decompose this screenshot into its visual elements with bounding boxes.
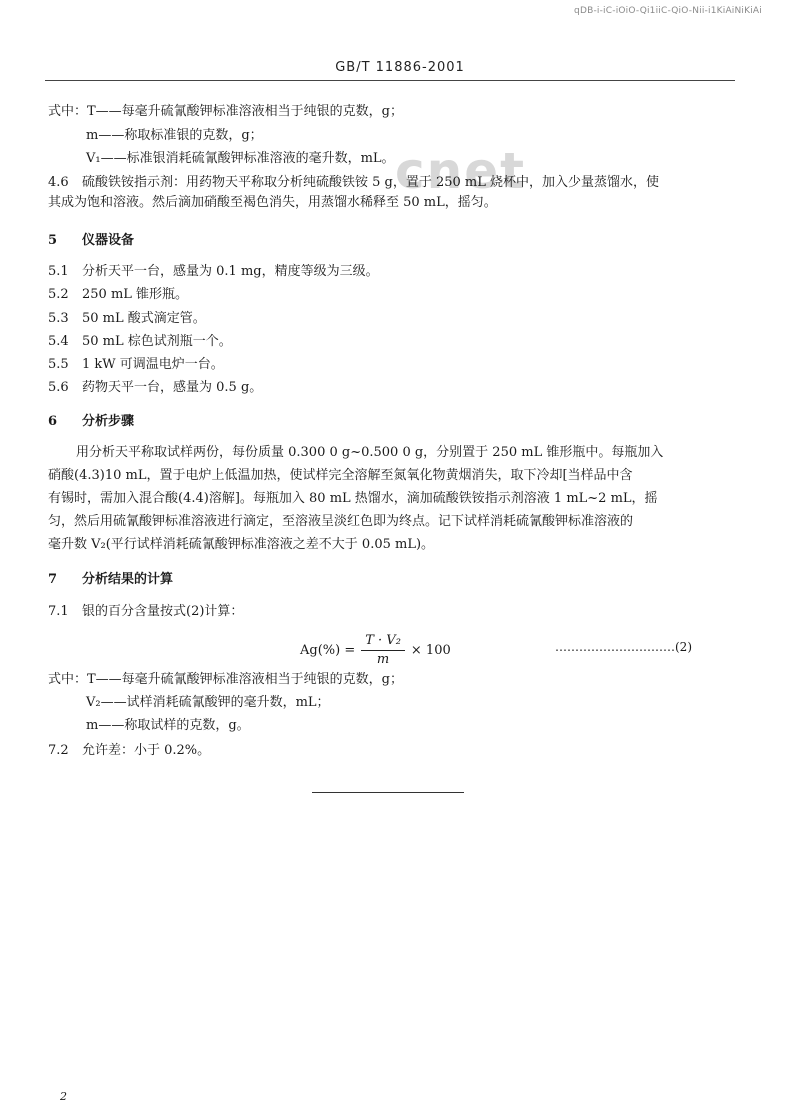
section-title: 仪器设备 xyxy=(82,233,135,248)
where-v1-line: V₁——标准银消耗硫氰酸钾标准溶液的毫升数，mL。 xyxy=(86,151,395,166)
procedure-line-5: 毫升数 V₂(平行试样消耗硫氰酸钾标准溶液之差不大于 0.05 mL)。 xyxy=(48,537,435,552)
procedure-line-3: 有锡时，需加入混合酸(4.4)溶解]。每瓶加入 80 mL 热馏水，滴加硫酸铁铵指示剂溶液 1 mL~2 mL，摇 xyxy=(48,491,658,506)
clause-text: 50 mL 酸式滴定管。 xyxy=(82,311,206,326)
equation-number: …………………………(2) xyxy=(555,640,692,654)
standard-number-header: GB/T 11886-2001 xyxy=(335,60,465,75)
clause-4-6 xyxy=(48,175,659,191)
clause-5-2 xyxy=(48,287,188,303)
where-t-line-2: 式中：T——每毫升硫氰酸钾标准溶液相当于纯银的克数，g； xyxy=(48,672,403,687)
section-number: 5 xyxy=(48,233,58,248)
clause-number: 4.6 xyxy=(48,175,69,190)
section-7-heading xyxy=(48,572,173,588)
clause-text: 250 mL 锥形瓶。 xyxy=(82,287,189,302)
formula-lhs: Ag(%) = xyxy=(300,642,356,658)
formula-numerator: T · V₂ xyxy=(361,633,405,651)
document-code: qDB-i-iC-iOiO-Qi1iiC-QiO-Nii-i1KiAiNiKiAi xyxy=(574,6,762,16)
clause-text: 50 mL 棕色试剂瓶一个。 xyxy=(82,334,232,349)
section-number: 7 xyxy=(48,572,58,587)
section-number: 6 xyxy=(48,414,58,429)
clause-number: 5.5 xyxy=(48,357,69,372)
where-m-line: m——称取标准银的克数，g； xyxy=(86,128,263,143)
clause-number: 5.1 xyxy=(48,264,69,279)
procedure-line-2: 硝酸(4.3)10 mL，置于电炉上低温加热，使试样完全溶解至氮氧化物黄烟消失，取下冷却[当样品中含 xyxy=(48,468,633,483)
clause-7-1 xyxy=(48,604,243,620)
clause-text: 硫酸铁铵指示剂：用药物天平称取分析纯硫酸铁铵 5 g，置于 250 mL 烧杯中，加入少量蒸馏水，使 xyxy=(82,175,660,190)
section-5-heading xyxy=(48,233,134,249)
formula-denominator: m xyxy=(376,652,390,667)
clause-4-6-cont: 其成为饱和溶液。然后滴加硝酸至褐色消失，用蒸馏水稀释至 50 mL，摇匀。 xyxy=(48,195,497,210)
clause-number: 7.2 xyxy=(48,743,69,758)
section-title: 分析结果的计算 xyxy=(82,572,174,587)
clause-number: 5.2 xyxy=(48,287,69,302)
clause-5-5 xyxy=(48,357,224,373)
procedure-line-4: 匀，然后用硫氰酸钾标准溶液进行滴定，至溶液呈淡红色即为终点。记下试样消耗硫氰酸钾标准溶液的 xyxy=(48,514,634,529)
clause-text: 银的百分含量按式(2)计算： xyxy=(82,604,244,619)
clause-text: 药物天平一台，感量为 0.5 g。 xyxy=(82,380,263,395)
clause-5-6 xyxy=(48,380,262,396)
clause-text: 允许差：小于 0.2%。 xyxy=(82,743,211,758)
clause-5-1 xyxy=(48,264,379,280)
formula-fraction xyxy=(361,633,405,667)
section-title: 分析步骤 xyxy=(82,414,135,429)
clause-number: 5.6 xyxy=(48,380,69,395)
clause-number: 7.1 xyxy=(48,604,69,619)
clause-text: 1 kW 可调温电炉一台。 xyxy=(82,357,224,372)
section-6-heading xyxy=(48,414,134,430)
formula-rhs: × 100 xyxy=(410,642,451,658)
formula-2 xyxy=(300,633,451,667)
clause-text: 分析天平一台，感量为 0.1 mg，精度等级为三级。 xyxy=(82,264,379,279)
clause-number: 5.3 xyxy=(48,311,69,326)
where-m-line-2: m——称取试样的克数，g。 xyxy=(86,718,250,733)
where-t-line: 式中：T——每毫升硫氰酸钾标准溶液相当于纯银的克数，g； xyxy=(48,104,403,119)
where-v2-line: V₂——试样消耗硫氰酸钾的毫升数，mL； xyxy=(86,695,330,710)
clause-5-4 xyxy=(48,334,232,350)
header-rule xyxy=(45,80,735,81)
clause-5-3 xyxy=(48,311,206,327)
end-rule xyxy=(312,792,464,793)
watermark: cnet xyxy=(395,142,527,200)
page-number: 2 xyxy=(60,1090,67,1103)
clause-7-2 xyxy=(48,743,210,759)
procedure-line-1: 用分析天平称取试样两份，每份质量 0.300 0 g~0.500 0 g，分别置于 250 mL 锥形瓶中。每瓶加入 xyxy=(76,445,664,460)
clause-number: 5.4 xyxy=(48,334,69,349)
